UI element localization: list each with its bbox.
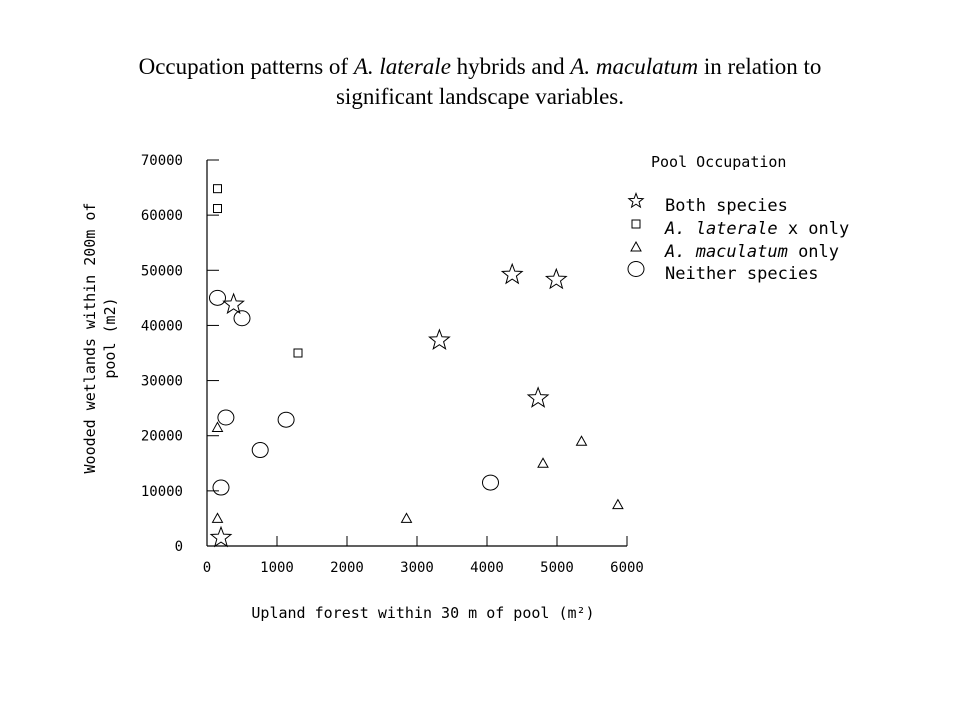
legend-entry-part: A. maculatum (665, 242, 788, 262)
x-tick-label: 5000 (540, 560, 574, 576)
square-point (214, 185, 222, 193)
legend-entry-label: Neither species (665, 264, 819, 284)
triangle-point (613, 500, 623, 509)
circle-point (278, 412, 294, 427)
legend-marker-circle (628, 262, 644, 277)
legend-entry-part: x only (777, 219, 850, 239)
legend-entry-part: only (787, 242, 840, 262)
title-segment: significant landscape variables. (335, 84, 625, 109)
x-axis-label: Upland forest within 30 m of pool (m²) (251, 604, 595, 622)
title-segment: in relation to (698, 54, 822, 79)
x-tick-label: 1000 (260, 560, 294, 576)
circle-point (234, 311, 250, 326)
star-point (224, 294, 244, 313)
triangle-point (213, 513, 223, 522)
circle-point (213, 480, 229, 495)
star-point (211, 527, 231, 546)
y-tick-label: 30000 (140, 373, 183, 390)
y-axis-label (81, 203, 119, 474)
y-tick-label: 50000 (140, 263, 183, 280)
y-axis-label-line: pool (m2) (101, 297, 119, 379)
legend-marker-triangle (631, 242, 641, 251)
legend (628, 153, 849, 284)
title-segment: A. laterale (353, 54, 451, 79)
y-tick-label: 40000 (140, 318, 183, 335)
title-segment: A. maculatum (570, 54, 699, 79)
circle-point (483, 475, 499, 490)
x-tick-label: 0 (202, 560, 212, 576)
square-point (214, 205, 222, 213)
circle-point (252, 443, 268, 458)
legend-marker-star (629, 193, 643, 207)
title-segment: hybrids and (450, 54, 571, 79)
star-point (546, 269, 566, 288)
triangle-point (577, 436, 587, 445)
y-tick-label: 0 (174, 539, 183, 555)
legend-entry-label (664, 242, 839, 262)
triangle-point (402, 513, 412, 522)
y-tick-label: 60000 (140, 208, 183, 225)
legend-entry-label: Both species (665, 196, 788, 216)
star-point (502, 264, 522, 283)
axes (207, 160, 627, 546)
y-tick-label: 20000 (140, 428, 183, 445)
legend-entry-part: A. laterale (665, 219, 778, 239)
legend-entry-label (664, 219, 849, 239)
legend-marker-square (632, 220, 640, 228)
circle-point (218, 410, 234, 425)
x-tick-label: 4000 (470, 560, 504, 576)
data-points (210, 185, 623, 547)
circle-point (210, 290, 226, 305)
tick-labels (141, 153, 644, 576)
y-axis-label-line: Wooded wetlands within 200m of (81, 202, 99, 474)
star-point (528, 388, 548, 407)
y-tick-label: 70000 (140, 153, 183, 169)
x-tick-label: 6000 (610, 560, 644, 576)
star-point (429, 330, 449, 349)
square-point (294, 349, 302, 357)
triangle-point (538, 458, 548, 467)
x-tick-label: 2000 (330, 560, 364, 576)
x-tick-label: 3000 (400, 560, 434, 576)
legend-title: Pool Occupation (651, 153, 787, 171)
title-segment: Occupation patterns of (138, 54, 354, 79)
y-tick-label: 10000 (140, 483, 183, 500)
